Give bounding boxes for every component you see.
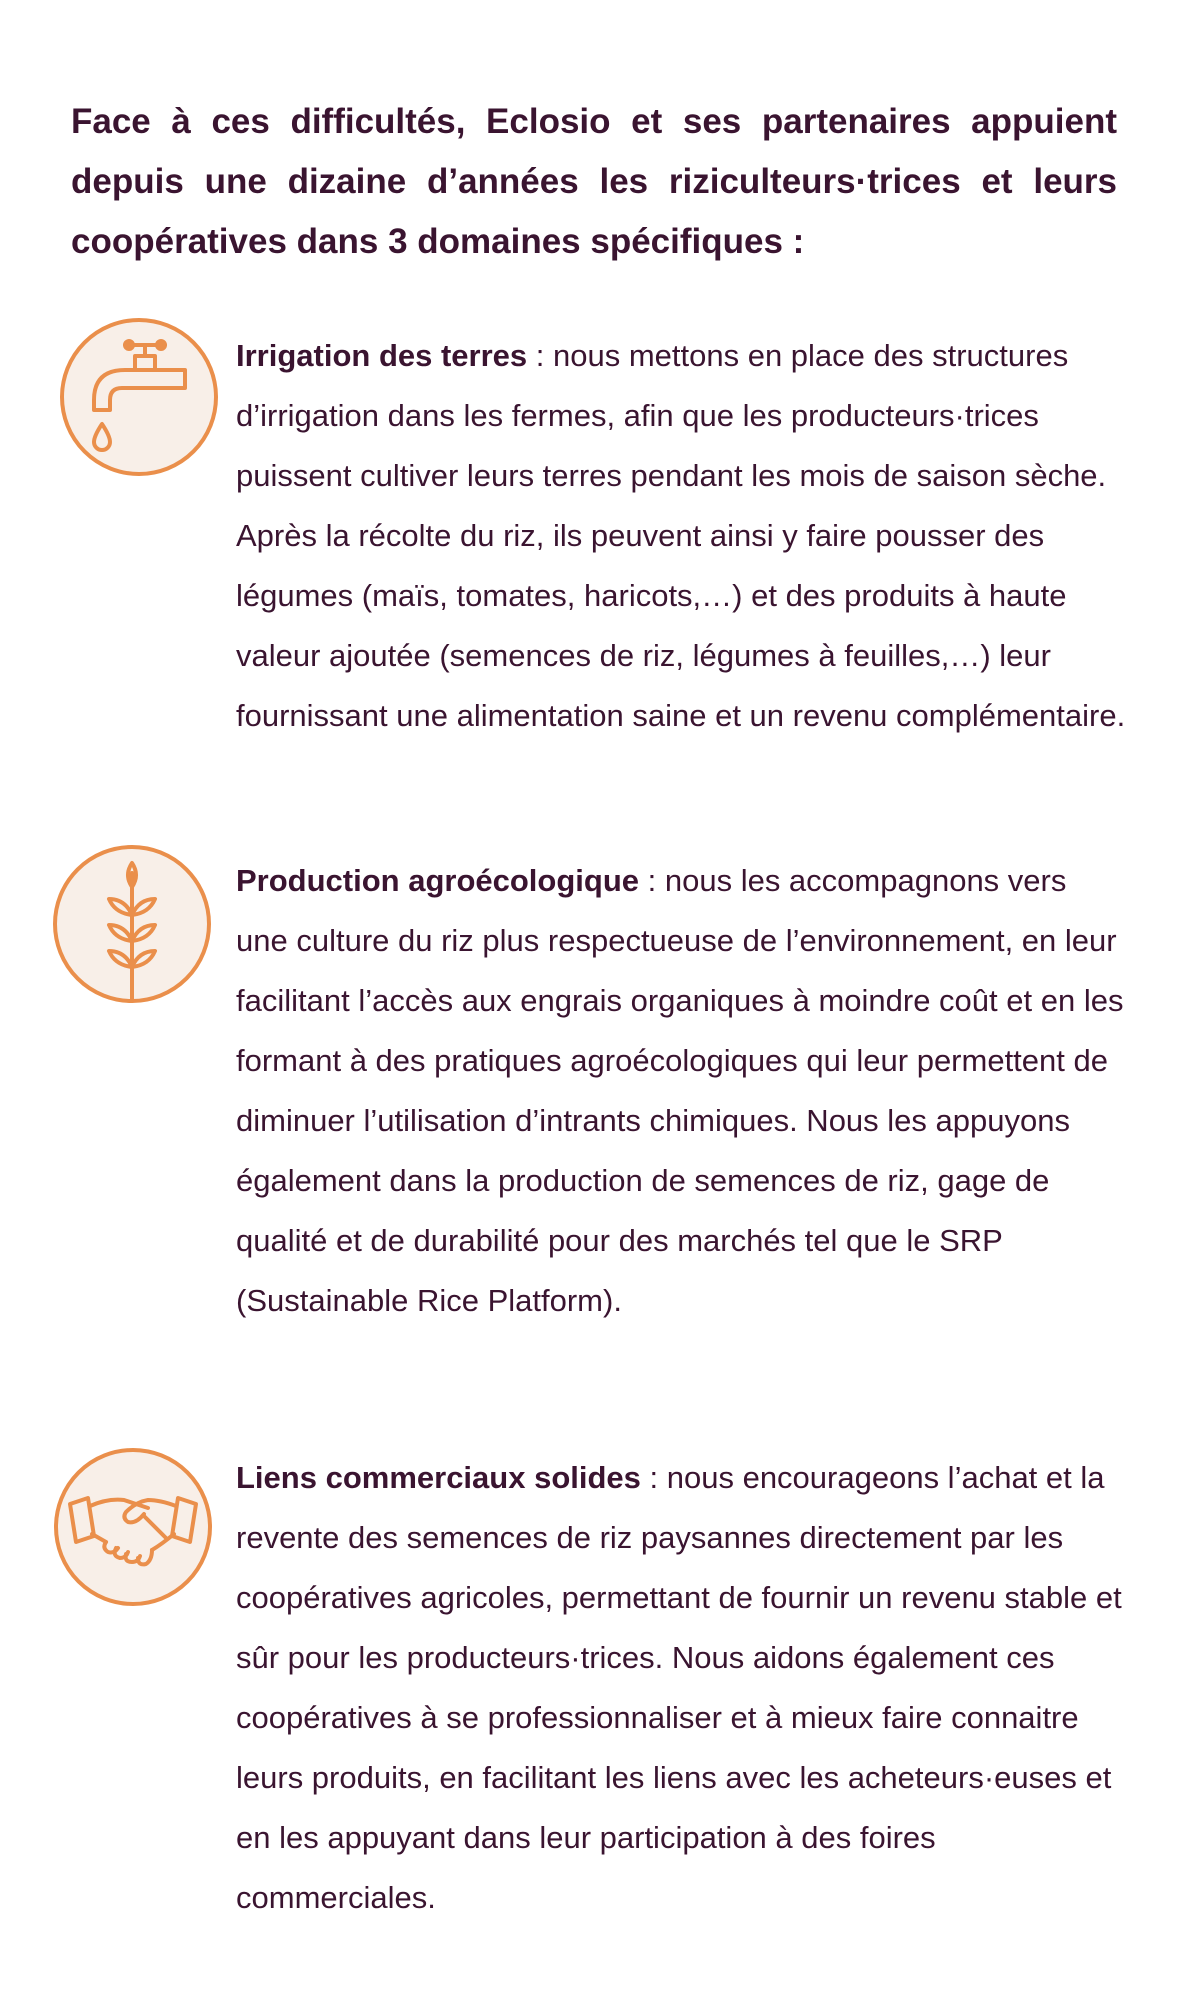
item-commercial-text: [236, 1448, 1126, 1928]
item-commercial-body: : nous encourageons l’achat et la revente des semences de riz paysannes directement par les coopératives agricoles, permettant de fournir un revenu stable et sûr pour les producteurs·trices. Nous aidons également ces coopératives à se professionnaliser et à mieux faire connaitre leurs produits, en facilitant les liens avec les acheteurs·euses et en les appuyant dans leur participation à des foires commerciales.: [236, 1460, 1122, 1915]
item-agroecology-title: Production agroécologique: [236, 863, 640, 898]
item-agroecology-text: [236, 851, 1126, 1331]
faucet-icon: [58, 316, 220, 478]
item-irrigation-text: [236, 326, 1126, 746]
item-agroecology-body: : nous les accompagnons vers une culture du riz plus respectueuse de l’environnement, en leur facilitant l’accès aux engrais organiques à moindre coût et en les formant à des pratiques agroécologiques qui leur permettent de diminuer l’utilisation d’intrants chimiques. Nous les appuyons également dans la production de semences de riz, gage de qualité et de durabilité pour des marchés tel que le SRP (Sustainable Rice Platform).: [236, 863, 1124, 1318]
item-commercial-title: Liens commerciaux solides: [236, 1460, 641, 1495]
item-irrigation-body: : nous mettons en place des structures d’irrigation dans les fermes, afin que les producteurs·trices puissent cultiver leurs terres pendant les mois de saison sèche. Après la récolte du riz, ils peuvent ainsi y faire pousser des légumes (maïs, tomates, haricots,…) et des produits à haute valeur ajoutée (semences de riz, légumes à feuilles,…) leur fournissant une alimentation saine et un revenu complémentaire.: [236, 338, 1126, 733]
handshake-icon: [52, 1446, 214, 1608]
intro-paragraph: Face à ces difficultés, Eclosio et ses partenaires appuient depuis une dizaine d’années les riziculteurs·trices et leurs coopératives dans 3 domaines spécifiques :: [71, 102, 1117, 261]
wheat-icon: [51, 843, 213, 1005]
item-irrigation-title: Irrigation des terres: [236, 338, 528, 373]
